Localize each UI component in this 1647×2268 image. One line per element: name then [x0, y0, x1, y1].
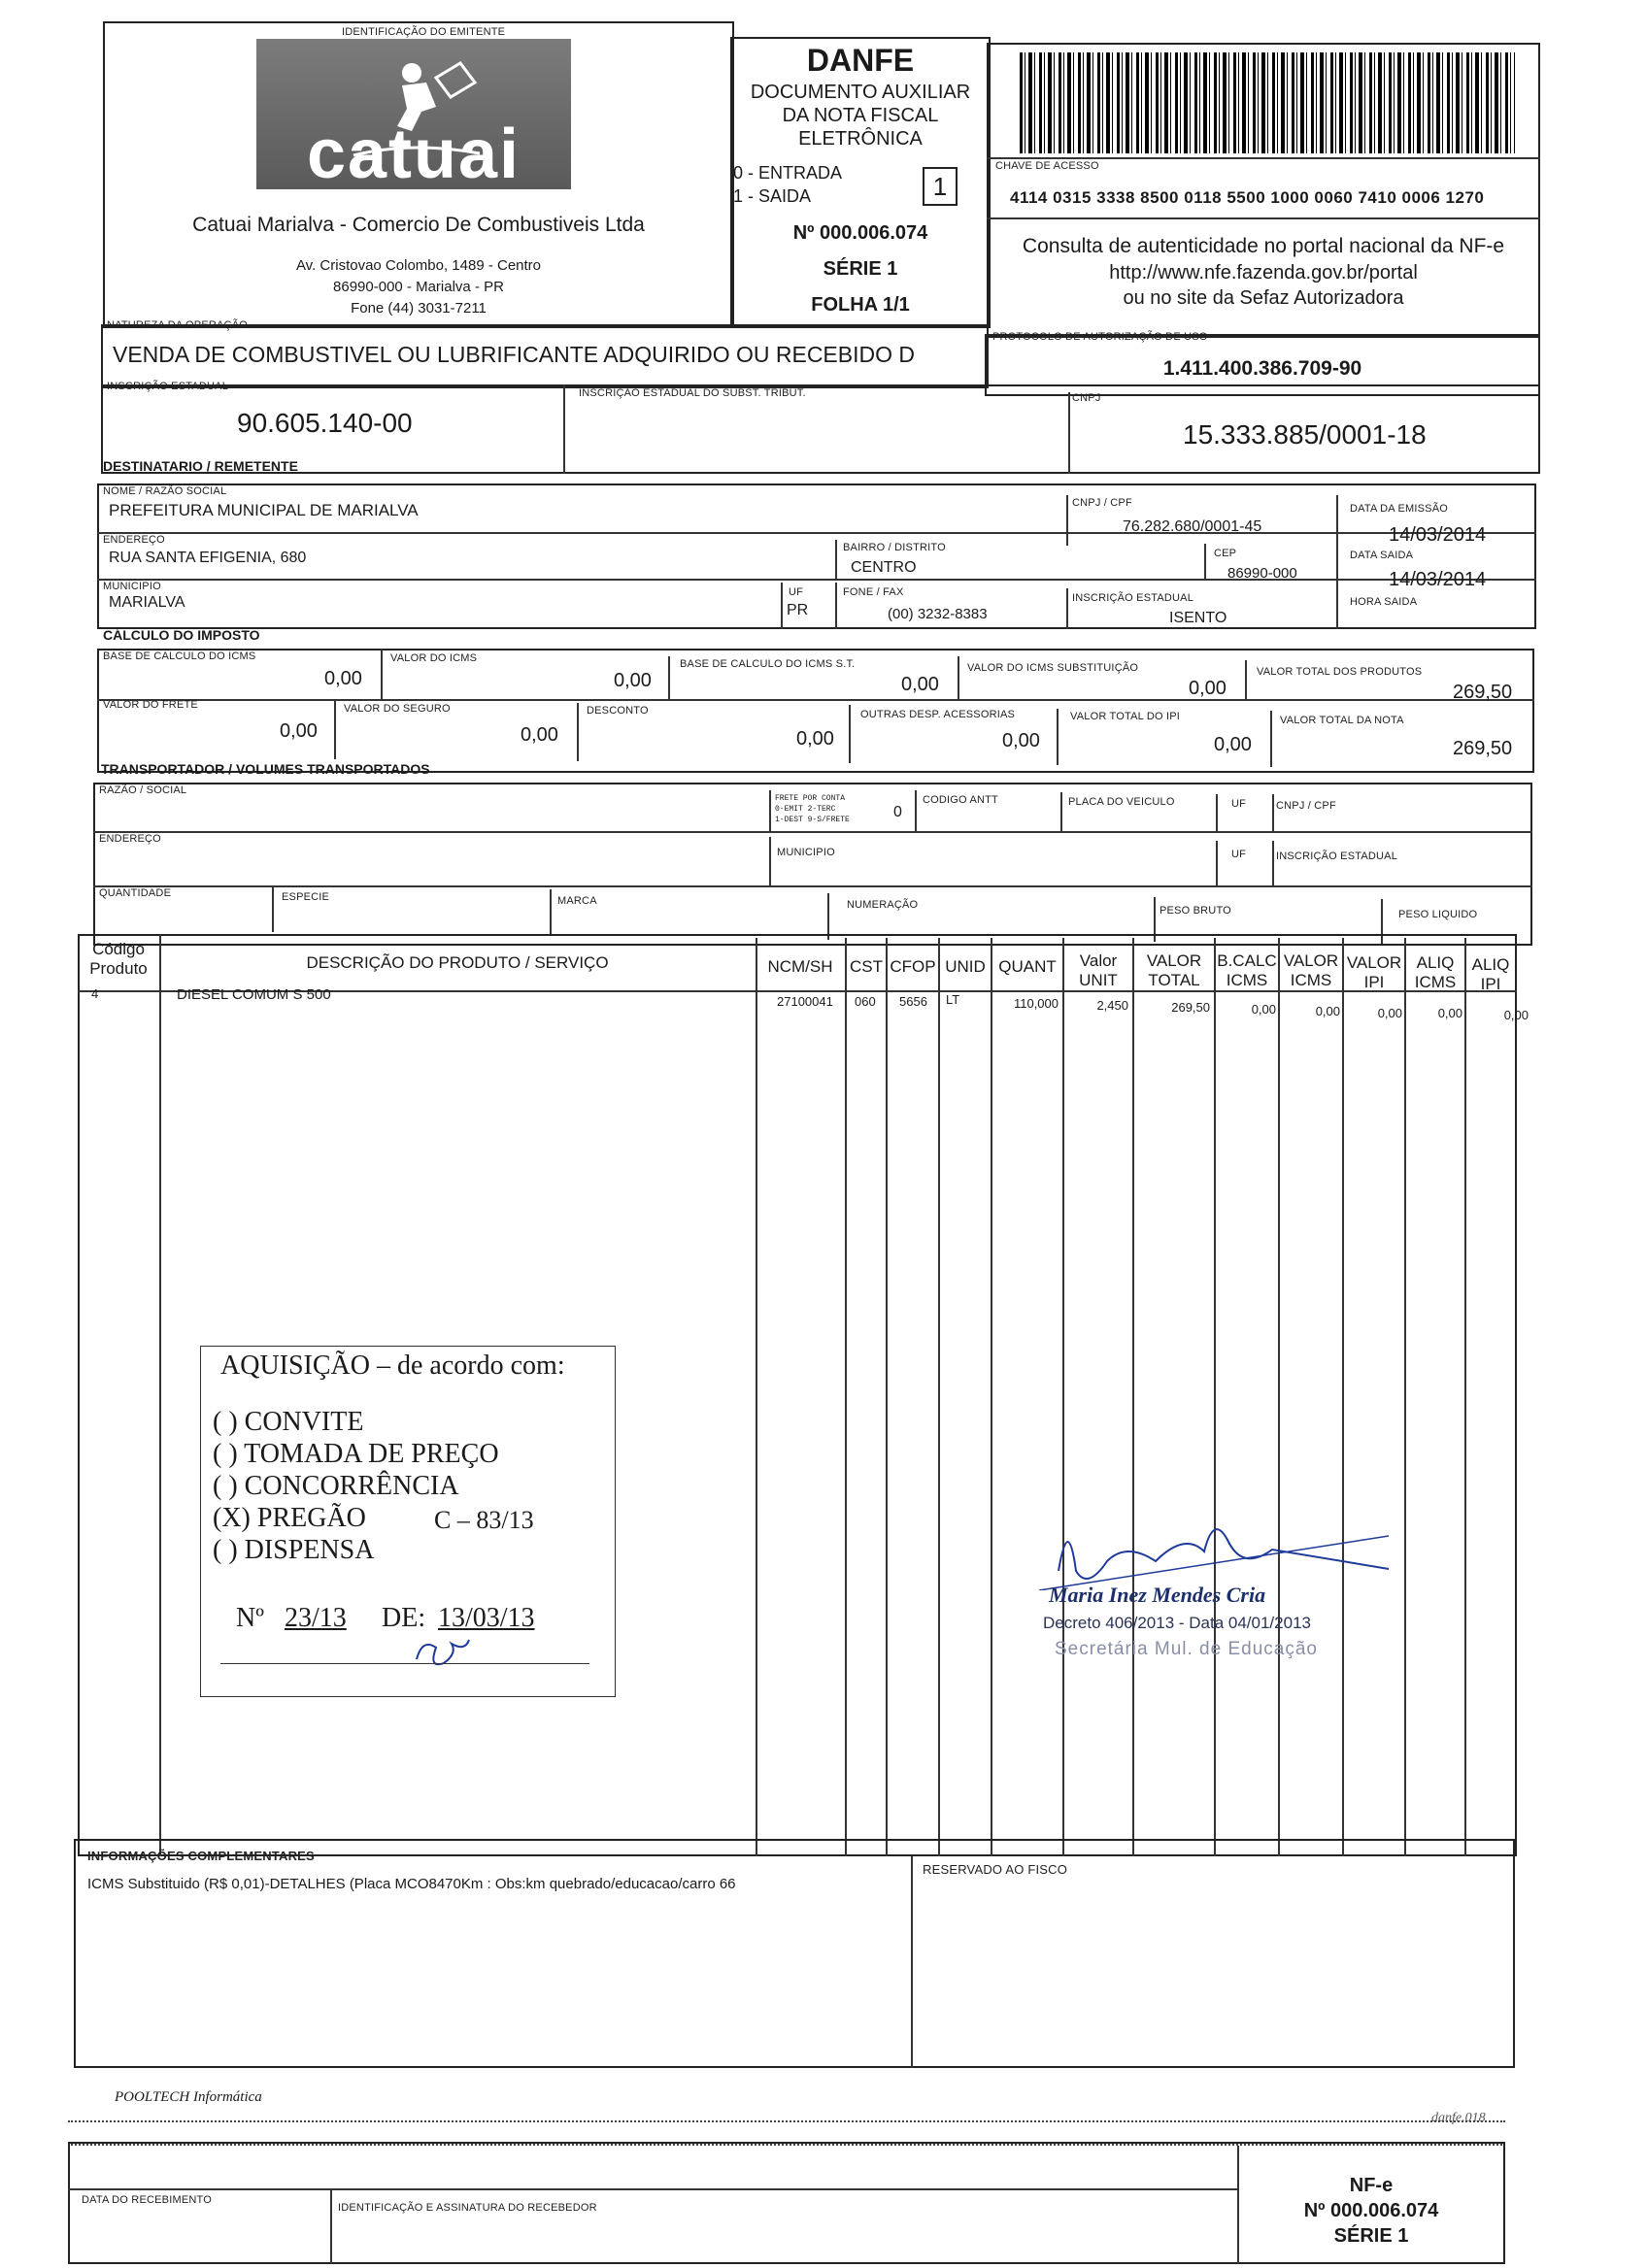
th-descricao: DESCRIÇÃO DO PRODUTO / SERVIÇO [306, 953, 609, 972]
th-aipi: ALIQ IPI [1471, 955, 1510, 993]
logo-text: catuai [306, 116, 521, 193]
th-vtotal: VALOR TOTAL [1146, 951, 1202, 989]
base-st-label: BASE DE CALCULO DO ICMS S.T. [680, 658, 856, 670]
doc-ref: danfe.018 [1431, 2111, 1486, 2125]
destinatario-section-title: DESTINATARIO / REMETENTE [103, 458, 298, 474]
pv-7 [1062, 938, 1064, 1856]
imposto-section-title: CÁLCULO DO IMPOSTO [103, 627, 260, 643]
consulta-line-2[interactable]: http://www.nfe.fazenda.gov.br/portal [1109, 262, 1418, 284]
base-icms: 0,00 [324, 668, 362, 689]
cell-aipi: 0,00 [1503, 1008, 1529, 1022]
dest-emissao: 14/03/2014 [1389, 524, 1487, 546]
imp-vline-6 [577, 703, 579, 761]
tr-vline-uf [1216, 794, 1218, 831]
th-unid: UNID [945, 957, 986, 976]
imposto-hline [97, 699, 1534, 701]
stamp-tomada: ( ) TOMADA DE PREÇO [213, 1439, 499, 1469]
tr-vline-antt [915, 790, 917, 831]
stamp-title: AQUISIÇÃO – de acordo com: [220, 1351, 565, 1381]
emitente-section-label: IDENTIFICAÇÃO DO EMITENTE [342, 26, 506, 38]
emitente-razao-social: Catuai Marialva - Comercio De Combustiveis Ltda [192, 214, 645, 236]
tr-antt-label: CODIGO ANTT [923, 794, 998, 806]
dest-bairro-label: BAIRRO / DISTRITO [843, 542, 946, 553]
stamp-de: 13/03/13 [438, 1603, 535, 1633]
signature-name: Maria Inez Mendes Cria [1049, 1583, 1266, 1607]
th-vunit: Valor UNIT [1079, 951, 1118, 989]
tr-frete-label-3: 1-DEST 9-S/FRETE [775, 816, 850, 824]
rubric-icon [409, 1630, 477, 1675]
stamp-de-prefix: DE: [382, 1603, 426, 1633]
imp-vline-5 [334, 699, 336, 759]
frete: 0,00 [280, 720, 318, 742]
tr-ie-label: INSCRIÇÃO ESTADUAL [1276, 850, 1398, 862]
dest-vline-date [1336, 495, 1338, 629]
dest-cep-label: CEP [1214, 548, 1237, 559]
cell-cst: 060 [855, 994, 876, 1009]
consulta-line-1: Consulta de autenticidade no portal nacional da NF-e [1022, 235, 1505, 257]
danfe-subtitle-2: DA NOTA FISCAL [782, 105, 939, 126]
chave-value[interactable]: 4114 0315 3338 8500 0118 5500 1000 0060 7410 0006 1270 [1010, 188, 1485, 207]
chave-divider [987, 157, 1540, 159]
seguro: 0,00 [521, 724, 558, 746]
imp-vline-1 [381, 649, 383, 699]
imp-vline-3 [958, 656, 959, 699]
tr-frete-label-2: 0-EMIT 2-TERC [775, 805, 836, 814]
transportador-section-title: TRANSPORTADOR / VOLUMES TRANSPORTADOS [101, 761, 430, 777]
info-divider [911, 1856, 913, 2068]
stamp-convite: ( ) CONVITE [213, 1407, 364, 1437]
tr-especie-label: ESPECIE [282, 891, 330, 903]
danfe-entrada: 0 - ENTRADA [733, 163, 843, 183]
valor-st-label: VALOR DO ICMS SUBSTITUIÇÃO [967, 662, 1139, 674]
pv-13 [1464, 938, 1466, 1856]
total-nota-label: VALOR TOTAL DA NOTA [1280, 715, 1404, 726]
dest-vline-cnpj [1066, 495, 1068, 546]
tr-hline-2 [93, 885, 1532, 887]
tr-vline-placa [1060, 792, 1062, 831]
pv-1 [159, 934, 161, 1856]
tr-uf-label: UF [1231, 798, 1247, 810]
frete-label: VALOR DO FRETE [103, 699, 198, 711]
dest-endereco-label: ENDEREÇO [103, 534, 165, 546]
dest-saida-label: DATA SAIDA [1350, 550, 1414, 561]
cell-bcicms: 0,00 [1251, 1002, 1276, 1017]
danfe-subtitle-1: DOCUMENTO AUXILIAR [750, 82, 971, 103]
pv-5 [938, 938, 940, 1856]
tr-qtd-label: QUANTIDADE [99, 887, 172, 899]
signature-scribble-icon [1020, 1503, 1389, 1590]
desconto-label: DESCONTO [587, 705, 649, 717]
dest-cep: 86990-000 [1227, 565, 1297, 582]
tr-vline-frete [769, 790, 771, 831]
recibo-numero: Nº 000.006.074 [1303, 2200, 1439, 2221]
emitente-endereco: Av. Cristovao Colombo, 1489 - Centro [295, 257, 542, 274]
tr-numeracao-label: NUMERAÇÃO [847, 899, 919, 911]
dest-vline-ie [1066, 588, 1068, 629]
cell-unid: LT [946, 992, 960, 1007]
seguro-label: VALOR DO SEGURO [344, 703, 451, 715]
cell-ncm: 27100041 [777, 994, 833, 1009]
tr-peso-liq-label: PESO LIQUIDO [1398, 909, 1478, 920]
dest-bairro: CENTRO [851, 559, 917, 576]
dest-vline-cep [1204, 544, 1206, 579]
tr-vline-mun [769, 837, 771, 885]
dest-vline-bairro [835, 540, 837, 579]
cell-vunit: 2,450 [1096, 998, 1128, 1013]
protocolo-value: 1.411.400.386.709-90 [1162, 357, 1362, 380]
tr-frete-label-1: FRETE POR CONTA [775, 794, 846, 803]
th-ncm: NCM/SH [767, 957, 833, 976]
pv-11 [1342, 938, 1344, 1856]
fisco-label: RESERVADO AO FISCO [923, 1862, 1068, 1877]
tr-peso-bruto-label: PESO BRUTO [1160, 905, 1231, 917]
signature [1020, 1503, 1389, 1668]
stamp-line [220, 1663, 589, 1664]
danfe-serie: SÉRIE 1 [823, 258, 898, 280]
info-label: INFORMAÇÕES COMPLEMENTARES [87, 1849, 315, 1863]
tr-vline-ie [1272, 841, 1274, 885]
imp-vline-2 [668, 656, 670, 699]
dest-fone: (00) 3232-8383 [888, 606, 988, 622]
signature-decreto: Decreto 406/2013 - Data 04/01/2013 [1043, 1614, 1311, 1632]
barcode [1020, 52, 1515, 153]
emitente-cidade: 86990-000 - Marialva - PR [333, 279, 504, 295]
recibo-hline [68, 2188, 1239, 2190]
cell-quant: 110,000 [1013, 996, 1059, 1011]
danfe-title: DANFE [806, 43, 915, 78]
valor-icms-label: VALOR DO ICMS [390, 652, 478, 664]
cnpj-divider [1068, 392, 1070, 474]
th-vipi: VALOR IPI [1346, 953, 1402, 991]
dest-vline-fone [835, 583, 837, 629]
ipi: 0,00 [1214, 734, 1252, 755]
outras-label: OUTRAS DESP. ACESSORIAS [860, 709, 1016, 720]
th-cst: CST [850, 957, 883, 976]
dest-saida: 14/03/2014 [1389, 569, 1487, 590]
cut-line [68, 2120, 1505, 2122]
th-vicms: VALOR ICMS [1283, 951, 1339, 989]
dest-nome-label: NOME / RAZÃO SOCIAL [103, 485, 227, 497]
signature-cargo: Secretária Mul. de Educação [1055, 1639, 1318, 1659]
natureza-label: NATUREZA DA OPERAÇÃO [107, 319, 248, 331]
tr-municipio-label: MUNICIPIO [777, 847, 835, 858]
ie-label: INSCRIÇÃO ESTADUAL [107, 381, 229, 392]
pv-12 [1404, 938, 1406, 1856]
dest-hora-label: HORA SAIDA [1350, 596, 1418, 608]
cell-cfop: 5656 [899, 994, 927, 1009]
recibo-vline-1 [330, 2188, 332, 2264]
tr-placa-label: PLACA DO VEICULO [1068, 796, 1175, 808]
th-bcicms: B.CALC ICMS [1217, 951, 1277, 989]
pv-2 [756, 938, 757, 1856]
tr-razao-label: RAZÃO / SOCIAL [99, 784, 187, 796]
dest-ie: ISENTO [1169, 610, 1227, 626]
stamp-num-prefix: Nº [236, 1603, 264, 1633]
assinatura-label: IDENTIFICAÇÃO E ASSINATURA DO RECEBEDOR [338, 2202, 597, 2214]
base-icms-label: BASE DE CALCULO DO ICMS [103, 650, 256, 662]
desconto: 0,00 [796, 728, 834, 750]
ipi-label: VALOR TOTAL DO IPI [1070, 711, 1181, 722]
dest-hline-2 [97, 579, 1536, 581]
dest-vline-uf [781, 583, 783, 629]
danfe-numero: Nº 000.006.074 [792, 222, 928, 244]
aquisicao-stamp [200, 1346, 616, 1697]
dest-municipio-label: MUNICIPIO [103, 581, 161, 592]
cell-descricao: DIESEL COMUM S 500 [177, 986, 331, 1003]
stamp-num: 23/13 [285, 1603, 347, 1633]
valor-st: 0,00 [1189, 678, 1227, 699]
chave-divider-2 [987, 217, 1540, 219]
stamp-rubric [409, 1630, 477, 1680]
tr-vline-num [827, 893, 829, 940]
total-prod-label: VALOR TOTAL DOS PRODUTOS [1257, 666, 1423, 678]
cnpj-label: CNPJ [1072, 392, 1101, 404]
cell-vipi: 0,00 [1377, 1006, 1402, 1020]
dest-cnpj: 76.282.680/0001-45 [1123, 518, 1262, 535]
pv-6 [991, 938, 992, 1856]
cnpj-value: 15.333.885/0001-18 [1183, 419, 1427, 450]
dest-ie-label: INSCRIÇÃO ESTADUAL [1072, 592, 1194, 604]
tr-hline-1 [93, 831, 1532, 833]
cell-vicms: 0,00 [1315, 1004, 1340, 1018]
protocolo-label: PROTOCOLO DE AUTORIZAÇÃO DE USO [992, 331, 1208, 343]
pv-8 [1132, 938, 1134, 1856]
imp-vline-7 [849, 705, 851, 763]
info-value: ICMS Substituido (R$ 0,01)-DETALHES (Placa MCO8470Km : Obs:km quebrado/educacao/carro 66 [87, 1876, 736, 1892]
software-credit: POOLTECH Informática [115, 2089, 262, 2105]
tr-vline-marca [550, 889, 552, 936]
ie-st-label: INSCRIÇÃO ESTADUAL DO SUBST. TRIBUT. [579, 387, 806, 399]
valor-icms: 0,00 [614, 670, 652, 691]
tr-vline-esp [272, 887, 274, 932]
dest-fone-label: FONE / FAX [843, 586, 904, 598]
cell-codigo: 4 [91, 986, 99, 1001]
danfe-folha: FOLHA 1/1 [811, 294, 910, 316]
dest-hline-1 [97, 532, 1536, 534]
stamp-pregao: (X) PREGÃO [213, 1503, 366, 1533]
tr-endereco-label: ENDEREÇO [99, 833, 161, 845]
recebimento-label: DATA DO RECEBIMENTO [82, 2194, 212, 2206]
dest-cnpj-label: CNPJ / CPF [1072, 497, 1132, 509]
th-codigo: Código Produto [89, 940, 148, 978]
imp-vline-8 [1057, 709, 1059, 765]
danfe-subtitle-3: ELETRÔNICA [798, 128, 923, 150]
dest-emissao-label: DATA DA EMISSÃO [1350, 503, 1449, 515]
chave-label: CHAVE DE ACESSO [995, 160, 1099, 172]
pv-9 [1214, 938, 1216, 1856]
imp-vline-9 [1270, 711, 1272, 767]
imp-vline-4 [1245, 660, 1247, 699]
ie-divider [563, 384, 565, 474]
dest-endereco: RUA SANTA EFIGENIA, 680 [109, 550, 307, 566]
stamp-dispensa: ( ) DISPENSA [213, 1535, 375, 1565]
outras: 0,00 [1002, 730, 1040, 751]
cell-vtotal: 269,50 [1171, 1000, 1210, 1015]
stamp-pregao-num: C – 83/13 [434, 1506, 534, 1534]
th-aicms: ALIQ ICMS [1414, 953, 1457, 991]
stamp-concorrencia: ( ) CONCORRÊNCIA [213, 1471, 459, 1501]
company-logo [256, 39, 571, 193]
pv-4 [886, 938, 888, 1856]
dest-nome: PREFEITURA MUNICIPAL DE MARIALVA [109, 501, 419, 519]
tr-vline-cnpj [1272, 794, 1274, 831]
base-st: 0,00 [901, 674, 939, 695]
recibo-serie: SÉRIE 1 [1333, 2225, 1409, 2247]
consulta-line-3: ou no site da Sefaz Autorizadora [1123, 287, 1404, 309]
dest-uf: PR [787, 602, 809, 618]
dest-municipio: MARIALVA [109, 594, 185, 611]
pv-10 [1278, 938, 1280, 1856]
info-box [74, 1839, 1515, 2068]
total-nota: 269,50 [1453, 738, 1513, 759]
cell-aicms: 0,00 [1437, 1006, 1462, 1020]
th-cfop: CFOP [890, 957, 936, 976]
total-prod: 269,50 [1453, 682, 1513, 703]
danfe-tipo: 1 [923, 167, 958, 206]
tr-marca-label: MARCA [557, 895, 597, 907]
tr-uf2-label: UF [1231, 849, 1247, 860]
tr-vline-uf2 [1216, 841, 1218, 885]
danfe-saida: 1 - SAIDA [733, 186, 812, 206]
ie-value: 90.605.140-00 [237, 408, 413, 438]
tr-frete-value: 0 [893, 804, 902, 820]
dest-uf-label: UF [789, 586, 804, 598]
tr-cnpj-label: CNPJ / CPF [1276, 800, 1336, 812]
th-quant: QUANT [998, 957, 1057, 976]
pv-3 [845, 938, 847, 1856]
natureza-value: VENDA DE COMBUSTIVEL OU LUBRIFICANTE ADQUIRIDO OU RECEBIDO D [113, 342, 916, 367]
emitente-fone: Fone (44) 3031-7211 [351, 300, 487, 317]
recibo-nfe: NF-e [1349, 2175, 1394, 2196]
